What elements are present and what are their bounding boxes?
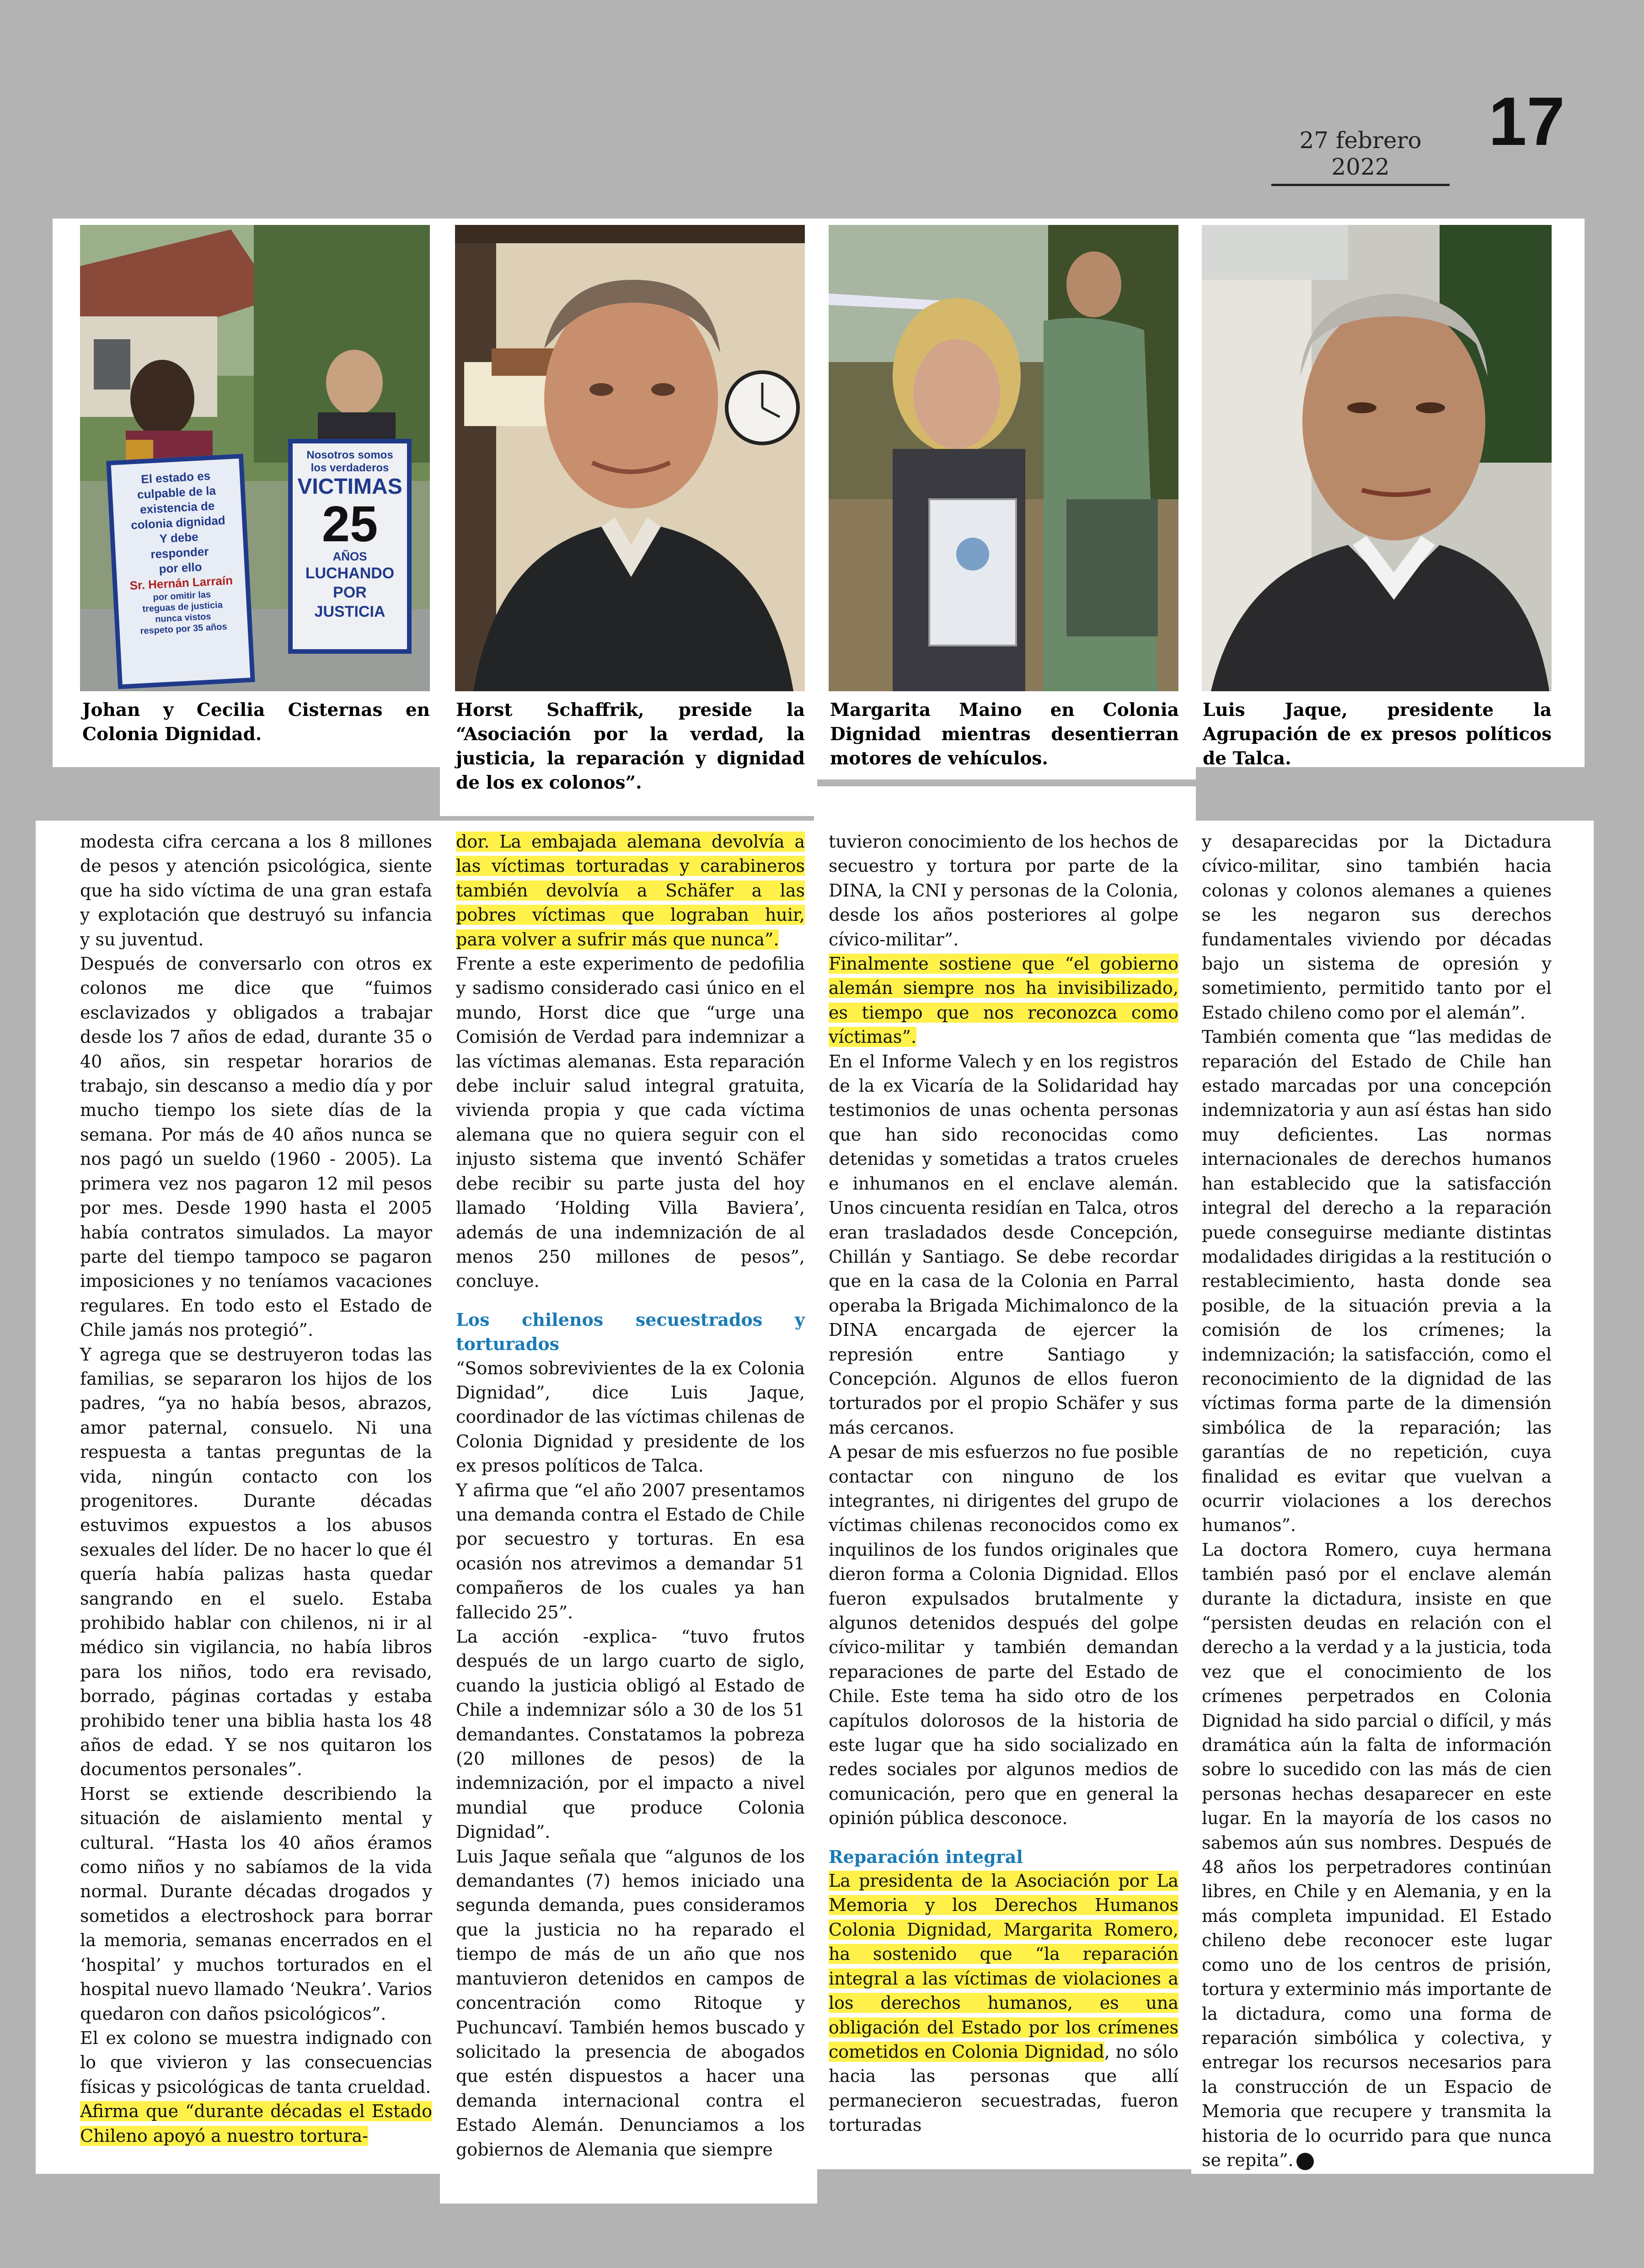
paragraph: “Somos sobrevivientes de la ex Colonia Dignidad”, dice Luis Jaque, coordinador de las víctimas chilenas de Colonia Dignidad y presidente de los ex presos políticos de Talca. <box>456 1358 805 1476</box>
sign-line: VICTIMAS <box>297 475 402 499</box>
highlighted-quote: dor. La embajada alemana devolvía a las víctimas torturadas y carabineros también devolvía a Schäfer a las pobres víctimas que lograban huir, para volver a sufrir más que nunca”. <box>456 832 805 950</box>
sign-line: los verdaderos <box>311 462 389 474</box>
highlighted-quote: La presidenta de la Asociación por La Memoria y los Derechos Humanos Colonia Dignidad, Margarita Romero, ha sostenido que “la reparación integral a las víctimas de violaciones a los derechos humanos, es una obligación del Estado por los crímenes cometidos en Colonia Dignidad <box>829 1871 1178 2062</box>
end-of-article-icon <box>1296 2153 1314 2170</box>
paragraph: Y afirma que “el año 2007 presentamos una demanda contra el Estado de Chile por secuestro y torturas. En esa ocasión nos atrevimos a demandar 51 compañeros de los cuales ya han fallecido 25”. <box>456 1480 805 1622</box>
photo-horst <box>455 225 805 691</box>
sign-line: por ello <box>158 560 203 576</box>
sign-line: existencia de <box>139 498 215 517</box>
sign-line: responder <box>150 544 209 561</box>
photo-margarita-image <box>829 225 1178 691</box>
article-column-2 <box>456 830 805 2201</box>
highlighted-quote: Finalmente sostiene que “el gobierno alemán siempre nos ha invisibilizado, es tiempo que nos reconozca como víctimas”. <box>829 954 1178 1047</box>
paragraph: A pesar de mis esfuerzos no fue posible contactar con ninguno de los integrantes, ni dirigentes del grupo de víctimas chilenas reconocidos como ex inquilinos de los fundos originales que dieron forma a Colonia Dignidad. Ellos fueron expulsados brutalmente y algunos detenidos después del golpe cívico-militar y también demandan reparaciones de parte del Estado de Chile. Este tema ha sido otro de los capítulos dolorosos de la historia de este lugar que ha sido socializado en redes sociales por algunos medios de comunicación, pero que en general la opinión pública desconoce. <box>829 1442 1178 1829</box>
paragraph: Horst se extiende describiendo la situación de aislamiento mental y cultural. “Hasta los 40 años éramos como niños y no sabíamos de la vida normal. Durante décadas drogados y sometidos a electroshock para borrar la memoria, semanas encerrados en el ‘hospital’ y muchos torturados en el hospital nuevo llamado ‘Neukra’. Varios quedaron con daños psicológicos”. <box>80 1783 432 2024</box>
protest-sign-left <box>106 454 255 689</box>
photo-margarita <box>829 225 1178 691</box>
caption-luis-jaque: Luis Jaque, presidente la Agrupación de ex presos políticos de Talca. <box>1203 699 1552 769</box>
caption-cisternas: Johan y Cecilia Cisternas en Colonia Dignidad. <box>82 699 430 745</box>
subheading-reparacion: Reparación integral <box>829 1846 1023 1867</box>
paragraph: La acción -explica- “tuvo frutos después de un largo cuarto de siglo, cuando la justicia obligó al Estado de Chile a indemnizar sólo a 30 de los 51 demandantes. Constatamos la pobreza (20 millones de pesos) de la indemnización, por el impacto a nivel mundial que produce Colonia Dignidad”. <box>456 1627 805 1842</box>
paragraph: El ex colono se muestra indignado con lo que vivieron y las consecuencias físicas y psicológicas de tanta crueldad. <box>80 2028 432 2097</box>
sign-line: AÑOS <box>332 550 367 563</box>
sign-line: POR <box>333 584 367 601</box>
paragraph: Después de conversarlo con otros ex colonos me dice que “fuimos esclavizados y obligados a trabajar desde los 7 años de edad, durante 35 o 40 años, sin respetar horarios de trabajo, sin descanso a medio día y por mucho tiempo los siete días de la semana. Por más de 40 años nunca se nos pagó un sueldo (1960 - 2005). La primera vez nos pagaron 12 mil pesos por mes. Desde 1990 hasta el 2005 había contratos simulados. La mayor parte del tiempo tampoco se pagaron imposiciones y no teníamos vacaciones regulares. En todo esto el Estado de Chile jamás nos protegió”. <box>80 954 432 1340</box>
sign-line: respeto por 35 años <box>140 621 228 636</box>
caption-horst: Horst Schaffrik, preside la “Asociación por la verdad, la justicia, la reparación y dignidad de los ex colonos”. <box>456 699 805 793</box>
sign-line: colonia dignidad <box>130 513 226 532</box>
paragraph: También comenta que “las medidas de reparación del Estado de Chile han estado marcadas por una concepción indemnizatoria y aun así éstas han sido muy deficientes. Las normas internacionales de derechos humanos han establecido que la satisfacción integral del derecho a la reparación puede conseguirse mediante distintas modalidades dirigidas a la restitución o restablecimiento, hasta donde sea posible, de la situación previa a la comisión de los crímenes; la indemnización; la satisfacción, como el reconocimiento de la dignidad de las víctimas forma parte de la dimensión simbólica de la reparación; las garantías de no repetición, cuya finalidad es evitar que vuelvan a ocurrir violaciones a los derechos humanos”. <box>1202 1027 1552 1536</box>
paragraph: Luis Jaque señala que “algunos de los demandantes (7) hemos iniciado una segunda demanda, pues consideramos que la justicia no ha reparado el tiempo de más de un año que nos mantuvieron detenidos en campos de concentración como Ritoque y Puchuncaví. También hemos buscado y solicitado la presencia de abogados que estén dispuestos a hacer una demanda internacional contra el Estado Alemán. Denunciamos a los gobiernos de Alemania que siempre <box>456 1846 805 2160</box>
sign-line: Y debe <box>159 529 199 546</box>
closing-paragraph: La doctora Romero, cuya hermana también pasó por el enclave alemán durante la dictadura, insiste en que “persisten deudas en relación con el derecho a la verdad y a la justicia, toda vez que el conocimiento de los crímenes perpetrados en Colonia Dignidad ha sido parcial o difícil, y más dramática aún la falta de información sobre lo sucedido con las más de cien personas hechas desaparecer en este lugar. En la mayoría de los casos no sabemos aún sus nombres. Después de 48 años los perpetradores continúan libres, en Chile y en Alemania, y en la más completa impunidad. El Estado chileno debe reconocer este lugar como uno de los centros de prisión, tortura y exterminio más importante de la dictadura, como una forma de reparación simbólica y colectiva, y entregar los recursos necesarios para la construcción de un Espacio de Memoria que recupere y transmita la historia de lo ocurrido para que nunca se repita”. <box>1202 1539 1552 2170</box>
sign-line: JUSTICIA <box>314 603 386 620</box>
paragraph: tuvieron conocimiento de los hechos de secuestro y tortura por parte de la DINA, la CNI y personas de la Colonia, desde los años posteriores al golpe cívico-militar”. <box>829 832 1178 950</box>
caption-margarita: Margarita Maino en Colonia Dignidad mientras desentierran motores de vehículos. <box>830 699 1179 769</box>
article-column-3 <box>829 830 1178 2165</box>
sign-line: Nosotros somos <box>306 449 393 461</box>
paragraph: y desaparecidas por la Dictadura cívico-militar, sino también hacia colonas y colonos alemanes a quienes se les negaron sus derechos fundamentales viviendo por décadas bajo un sistema de opresión y sometimiento, permitido tanto por el Estado chileno como por el alemán”. <box>1202 832 1552 1023</box>
sign-line: El estado es <box>140 469 211 486</box>
subheading-chilenos: Los chilenos secuestrados y torturados <box>456 1309 805 1355</box>
sign-line: nunca vistos <box>155 611 211 625</box>
protest-sign-right <box>288 439 412 654</box>
article-column-4 <box>1202 830 1552 2170</box>
sign-line: por omitir las <box>152 589 211 603</box>
sign-line: culpable de la <box>137 483 216 502</box>
highlighted-quote: Afirma que “durante décadas el Estado Chileno apoyó a nuestro tortura- <box>80 2101 432 2146</box>
paragraph: Frente a este experimento de pedofilia y sadismo considerado casi único en el mundo, Horst dice que “urge una Comisión de Verdad para indemnizar a las víctimas alemanas. Esta reparación debe incluir salud integral gratuita, vivienda propia y que cada víctima alemana que no quiera seguir con el injusto sistema que inventó Schäfer debe recibir su parte justa del hoy llamado ‘Holding Villa Baviera’, además de una indemnización de al menos 250 millones de pesos”, concluye. <box>456 954 805 1291</box>
sign-line: LUCHANDO <box>305 565 395 582</box>
paragraph-tail: , no sólo hacia las personas que allí permanecieron secuestradas, fueron torturadas <box>829 2041 1179 2135</box>
paragraph <box>829 1869 1178 2137</box>
photo-luis-jaque <box>1202 225 1552 691</box>
photo-luis-jaque-image <box>1202 225 1552 691</box>
sign-line: Sr. Hernán Larraín <box>129 573 233 592</box>
photo-horst-image <box>455 225 805 691</box>
page-number: 17 <box>1489 83 1565 160</box>
paragraph <box>1202 1538 1552 2173</box>
issue-date: 27 febrero 2022 <box>1271 127 1450 186</box>
paragraph: En el Informe Valech y en los registros de la ex Vicaría de la Solidaridad hay testimonios de unas ochenta personas que han sido reconocidas como detenidas y sometidas a tratos crueles e inhumanos en el enclave alemán. Unos cincuenta residían en Talca, otros eran trasladados desde Concepción, Chillán y Santiago. Se debe recordar que en la casa de la Colonia en Parral operaba la Brigada Michimalonco de la DINA encargada de ejercer la represión entre Santiago y Concepción. Algunos de ellos fueron torturados por el propio Schäfer y sus más cercanos. <box>829 1051 1178 1438</box>
sign-line: 25 <box>321 496 378 552</box>
paragraph: modesta cifra cercana a los 8 millones de pesos y atención psicológica, siente que ha sido víctima de una gran estafa y explotación que destruyó su infancia y su juventud. <box>80 832 432 950</box>
paragraph: Y agrega que se destruyeron todas las familias, se separaron los hijos de los padres, “ya no había besos, abrazos, amor paternal, consuelo. Ni una respuesta a tantas preguntas de la vida, ningún contacto con los progenitores. Durante décadas estuvimos expuestos a los abusos sexuales del líder. De no hacer lo que él quería había palizas hasta quedar sangrando en el suelo. Estaba prohibido hablar con chilenos, ni ir al médico sin vigilancia, no había libros para los niños, todo era revisado, borrado, páginas cortadas y estaba prohibido tener una biblia hasta los 48 años de edad. Y se nos quitaron los documentos personales”. <box>80 1344 432 1780</box>
sign-line: treguas de justicia <box>142 600 223 614</box>
article-column-1 <box>80 830 432 2165</box>
